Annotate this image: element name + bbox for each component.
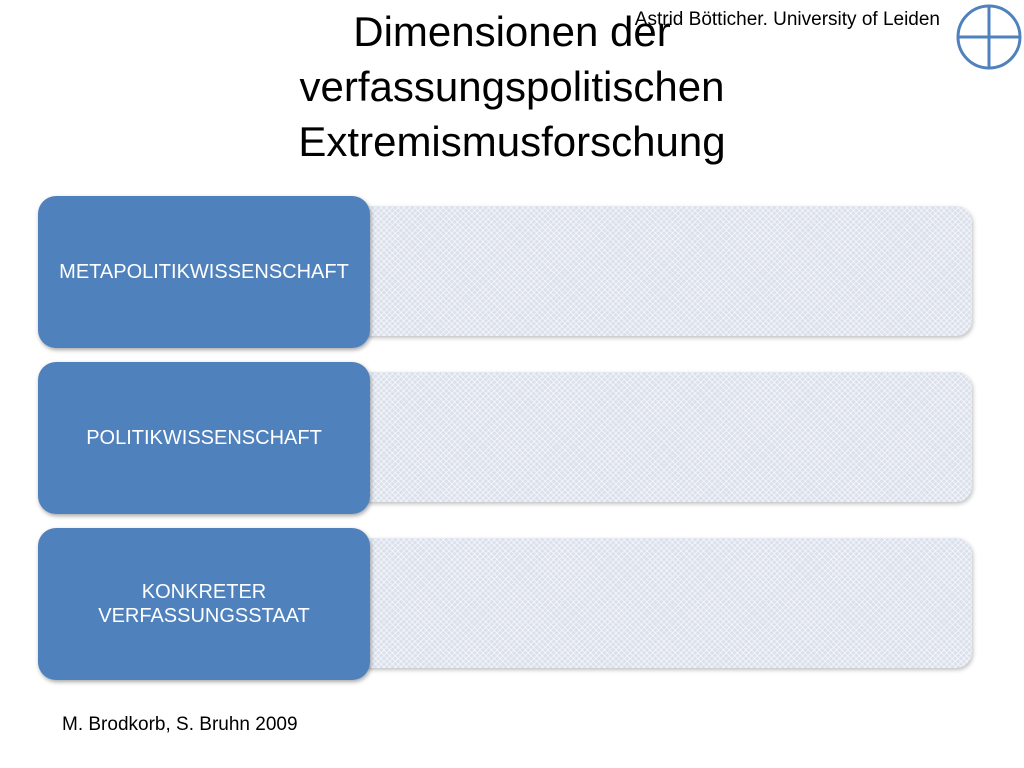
title-line-3: Extremismusforschung: [298, 118, 726, 165]
author-label: Astrid Bötticher. University of Leiden: [634, 9, 940, 30]
category-label: METAPOLITIKWISSENSCHAFT: [59, 261, 349, 283]
citation: M. Brodkorb, S. Bruhn 2009: [62, 714, 298, 735]
title-line-1: Dimensionen der: [353, 8, 671, 55]
diagram-row-politik: [38, 362, 972, 514]
diagram-row-metapolitik: [38, 196, 972, 348]
content-panel: [356, 372, 972, 502]
category-box: [38, 362, 370, 514]
category-box: [38, 196, 370, 348]
category-label: POLITIKWISSENSCHAFT: [86, 427, 322, 449]
diagram-row-verfassungsstaat: [38, 528, 972, 680]
category-label: KONKRETER VERFASSUNGSSTAAT: [98, 581, 310, 627]
circle-cross-icon: [954, 2, 1024, 72]
category-box: [38, 528, 370, 680]
title-line-2: verfassungspolitischen: [299, 63, 725, 110]
content-panel: [356, 206, 972, 336]
content-panel: [356, 538, 972, 668]
